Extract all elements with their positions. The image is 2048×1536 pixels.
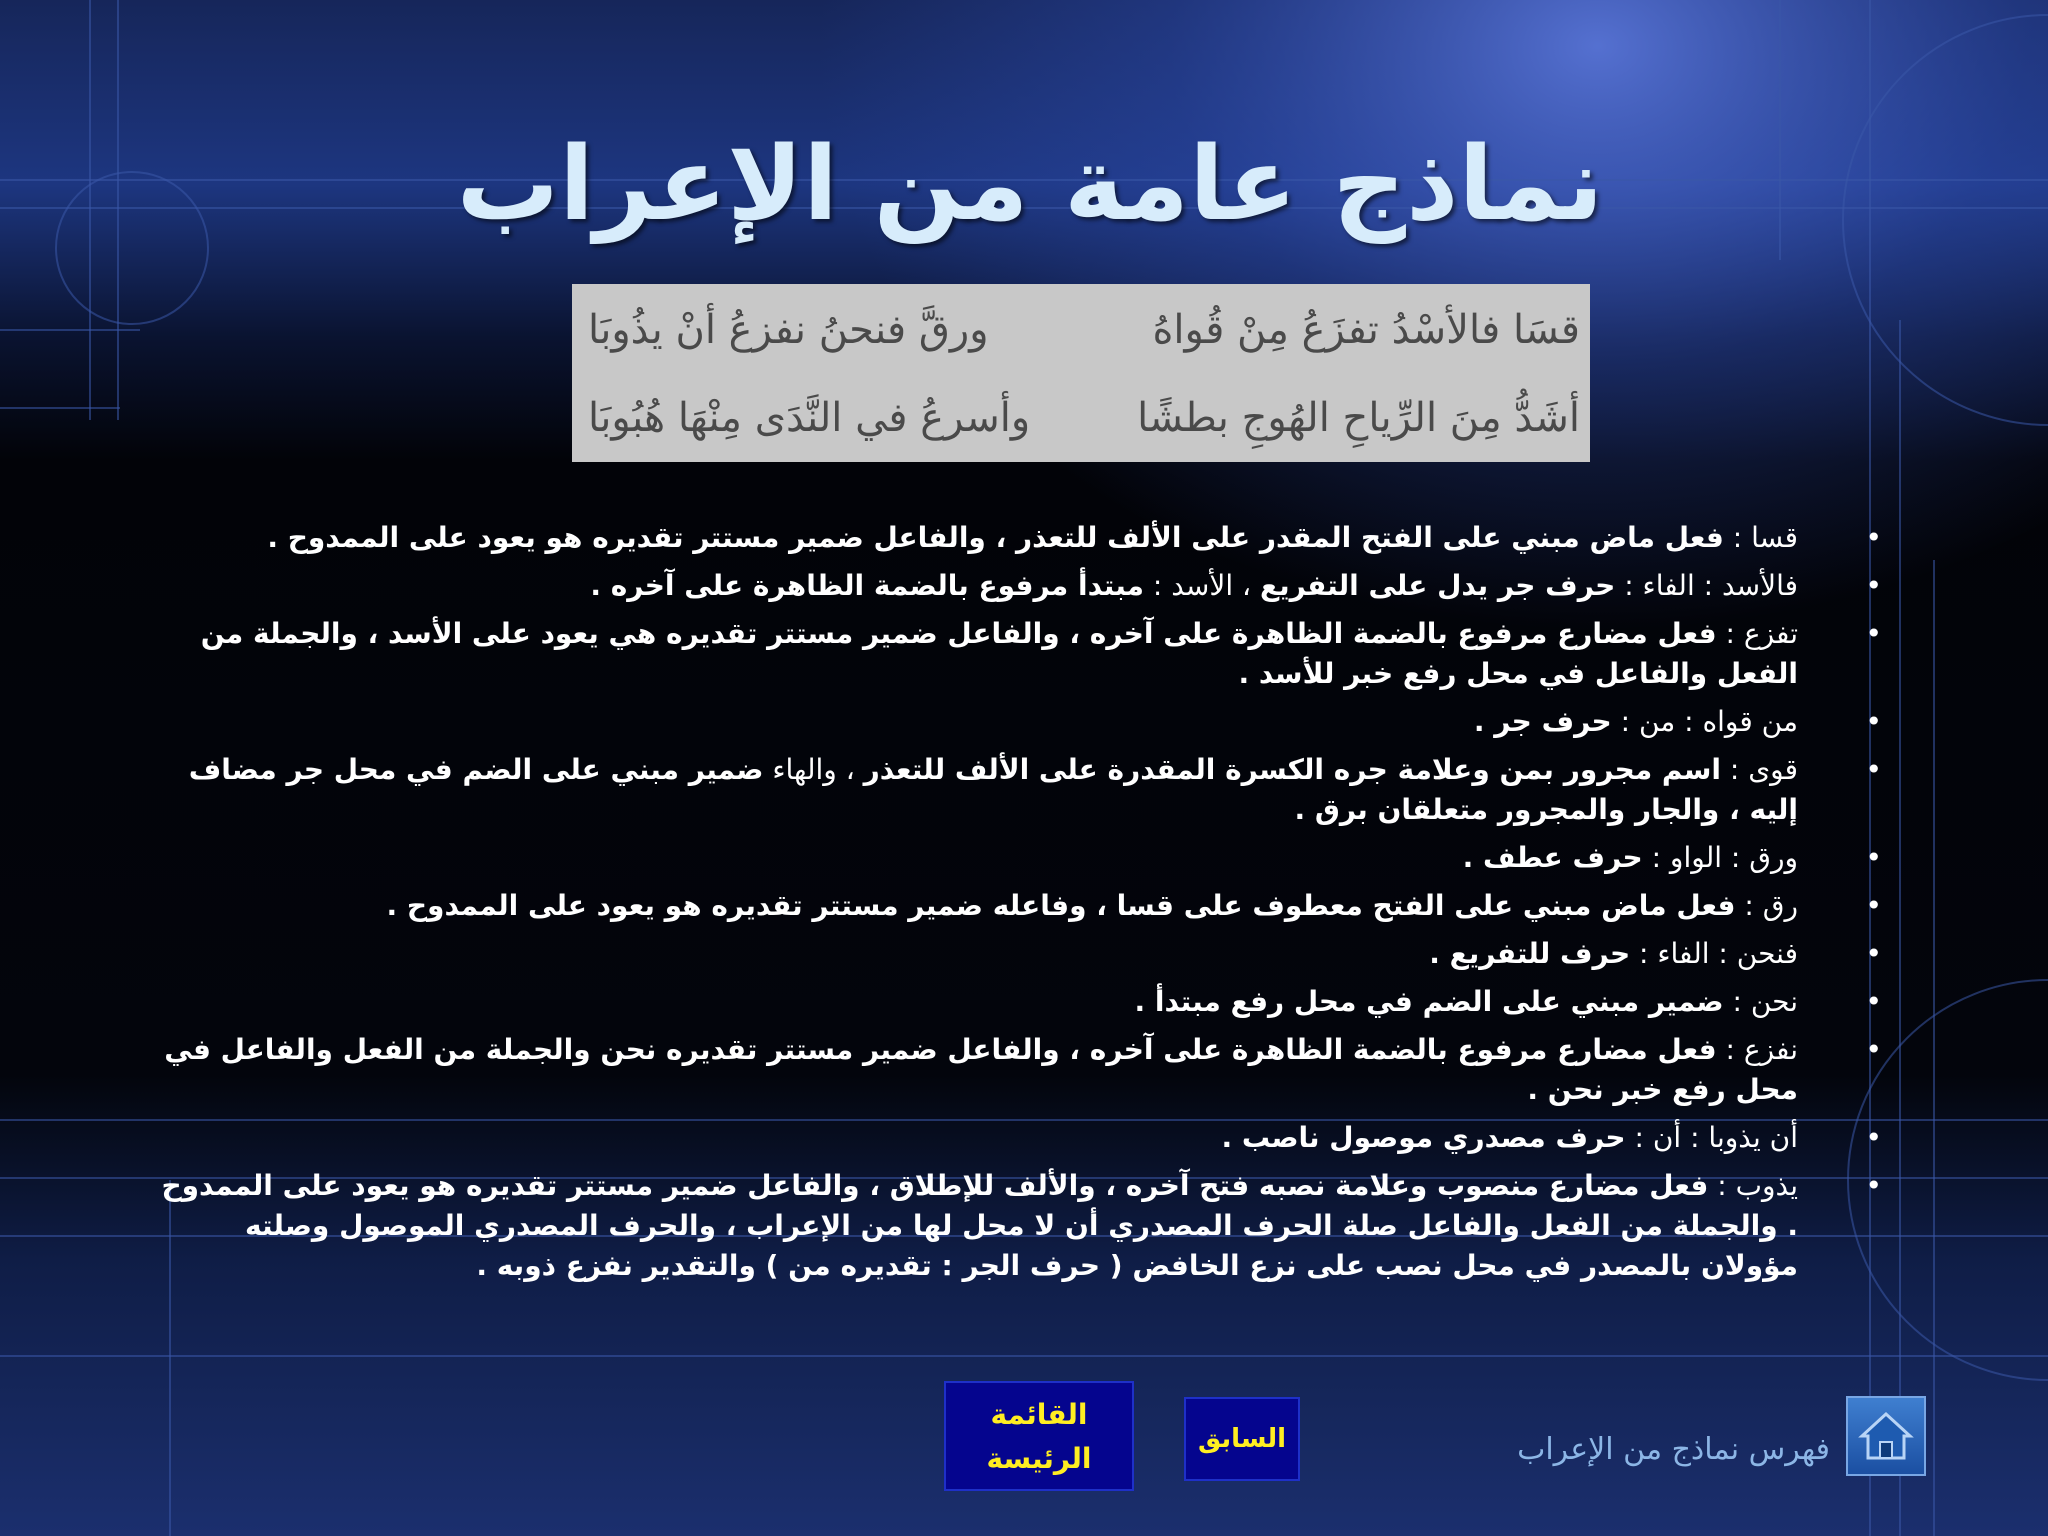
parsing-term: ، والهاء — [763, 753, 864, 786]
parsing-description: فعل ماض مبني على الفتح المقدر على الألف للتعذر ، والفاعل ضمير مستتر تقديره هو يعود على الممدوح . — [267, 521, 1724, 554]
parsing-item — [160, 982, 1886, 1022]
parsing-list — [160, 518, 1886, 1294]
parsing-description: ضمير مبني على الضم في محل جر مضاف إليه ، والجار والمجرور متعلقان برق . — [188, 753, 1798, 826]
parsing-description: حرف جر . — [1473, 705, 1612, 738]
parsing-term: نفزع : — [1716, 1033, 1798, 1066]
parsing-term: ورق : الواو : — [1642, 841, 1798, 874]
parsing-description: مبتدأ مرفوع بالضمة الظاهرة على آخره . — [590, 569, 1144, 602]
parsing-description: فعل مضارع منصوب وعلامة نصبه فتح آخره ، والألف للإطلاق ، والفاعل ضمير مستتر تقديره هو يعود على الممدوح . والجملة من الفعل والفاعل صلة الحرف المصدري أن لا محل لها من الإعراب ، والحرف المصدري الموصول وصلته مؤولان بالمصدر في محل نصب على نزع الخافض ( حرف الجر : تقديره من ) والتقدير نفزع ذوبه . — [161, 1169, 1798, 1282]
parsing-description: حرف مصدري موصول ناصب . — [1221, 1121, 1626, 1154]
parsing-term: قسا : — [1723, 521, 1798, 554]
parsing-description: اسم مجرور بمن وعلامة جره الكسرة المقدرة على الألف للتعذر — [863, 753, 1721, 786]
parsing-description: حرف للتفريع . — [1429, 937, 1631, 970]
home-icon — [1856, 1406, 1916, 1466]
parsing-item — [160, 1166, 1886, 1286]
parsing-item — [160, 1118, 1886, 1158]
poem-verse-image — [572, 284, 1590, 462]
slide-title: نماذج عامة من الإعراب — [456, 125, 1604, 244]
verse-line-1 — [572, 300, 1590, 360]
parsing-term: فالأسد : الفاء : — [1615, 569, 1798, 602]
index-link[interactable]: فهرس نماذج من الإعراب — [1517, 1432, 1830, 1467]
parsing-item — [160, 934, 1886, 974]
parsing-term: قوى : — [1721, 753, 1798, 786]
parsing-term: فنحن : الفاء : — [1630, 937, 1798, 970]
parsing-item — [160, 614, 1886, 694]
parsing-term: ، الأسد : — [1143, 569, 1260, 602]
parsing-term: أن يذوبا : أن : — [1625, 1121, 1798, 1154]
parsing-item — [160, 566, 1886, 606]
parsing-description: فعل مضارع مرفوع بالضمة الظاهرة على آخره ، والفاعل ضمير مستتر تقديره نحن والجملة من الفعل والفاعل في محل رفع خبر نحن . — [164, 1033, 1798, 1106]
main-menu-label-line1: القائمة — [990, 1398, 1088, 1431]
parsing-item — [160, 838, 1886, 878]
parsing-item — [160, 702, 1886, 742]
parsing-item — [160, 886, 1886, 926]
verse-2-second-hemistich: وأسرعُ في النَّدَى مِنْهَا هُبُوبَا — [588, 395, 1031, 441]
parsing-description: حرف جر يدل على التفريع — [1259, 569, 1616, 602]
main-menu-button[interactable] — [944, 1381, 1134, 1491]
parsing-term: من قواه : من : — [1611, 705, 1798, 738]
verse-1-second-hemistich: ورقَّ فنحنُ نفزعُ أنْ يذُوبَا — [588, 307, 989, 353]
verse-line-2 — [572, 388, 1590, 448]
parsing-description: فعل مضارع مرفوع بالضمة الظاهرة على آخره ، والفاعل ضمير مستتر تقديره هي يعود على الأسد ، والجملة من الفعل والفاعل في محل رفع خبر للأسد . — [200, 617, 1798, 690]
parsing-term: تفزع : — [1716, 617, 1798, 650]
home-button[interactable] — [1846, 1396, 1926, 1476]
parsing-description: حرف عطف . — [1462, 841, 1643, 874]
parsing-description: فعل ماض مبني على الفتح معطوف على قسا ، وفاعله ضمير مستتر تقديره هو يعود على الممدوح . — [386, 889, 1736, 922]
previous-button[interactable]: السابق — [1184, 1397, 1300, 1481]
parsing-term: نحن : — [1723, 985, 1798, 1018]
parsing-description: ضمير مبني على الضم في محل رفع مبتدأ . — [1134, 985, 1724, 1018]
parsing-term: رق : — [1735, 889, 1798, 922]
parsing-item — [160, 750, 1886, 830]
verse-1-first-hemistich: قسَا فالأسْدُ تفزَعُ مِنْ قُواهُ — [1152, 307, 1580, 353]
parsing-item — [160, 1030, 1886, 1110]
parsing-term: يذوب : — [1708, 1169, 1798, 1202]
parsing-item — [160, 518, 1886, 558]
verse-2-first-hemistich: أشَدُّ مِنَ الرِّياحِ الهُوجِ بطشًا — [1137, 395, 1580, 441]
main-menu-label-line2: الرئيسة — [986, 1442, 1092, 1475]
